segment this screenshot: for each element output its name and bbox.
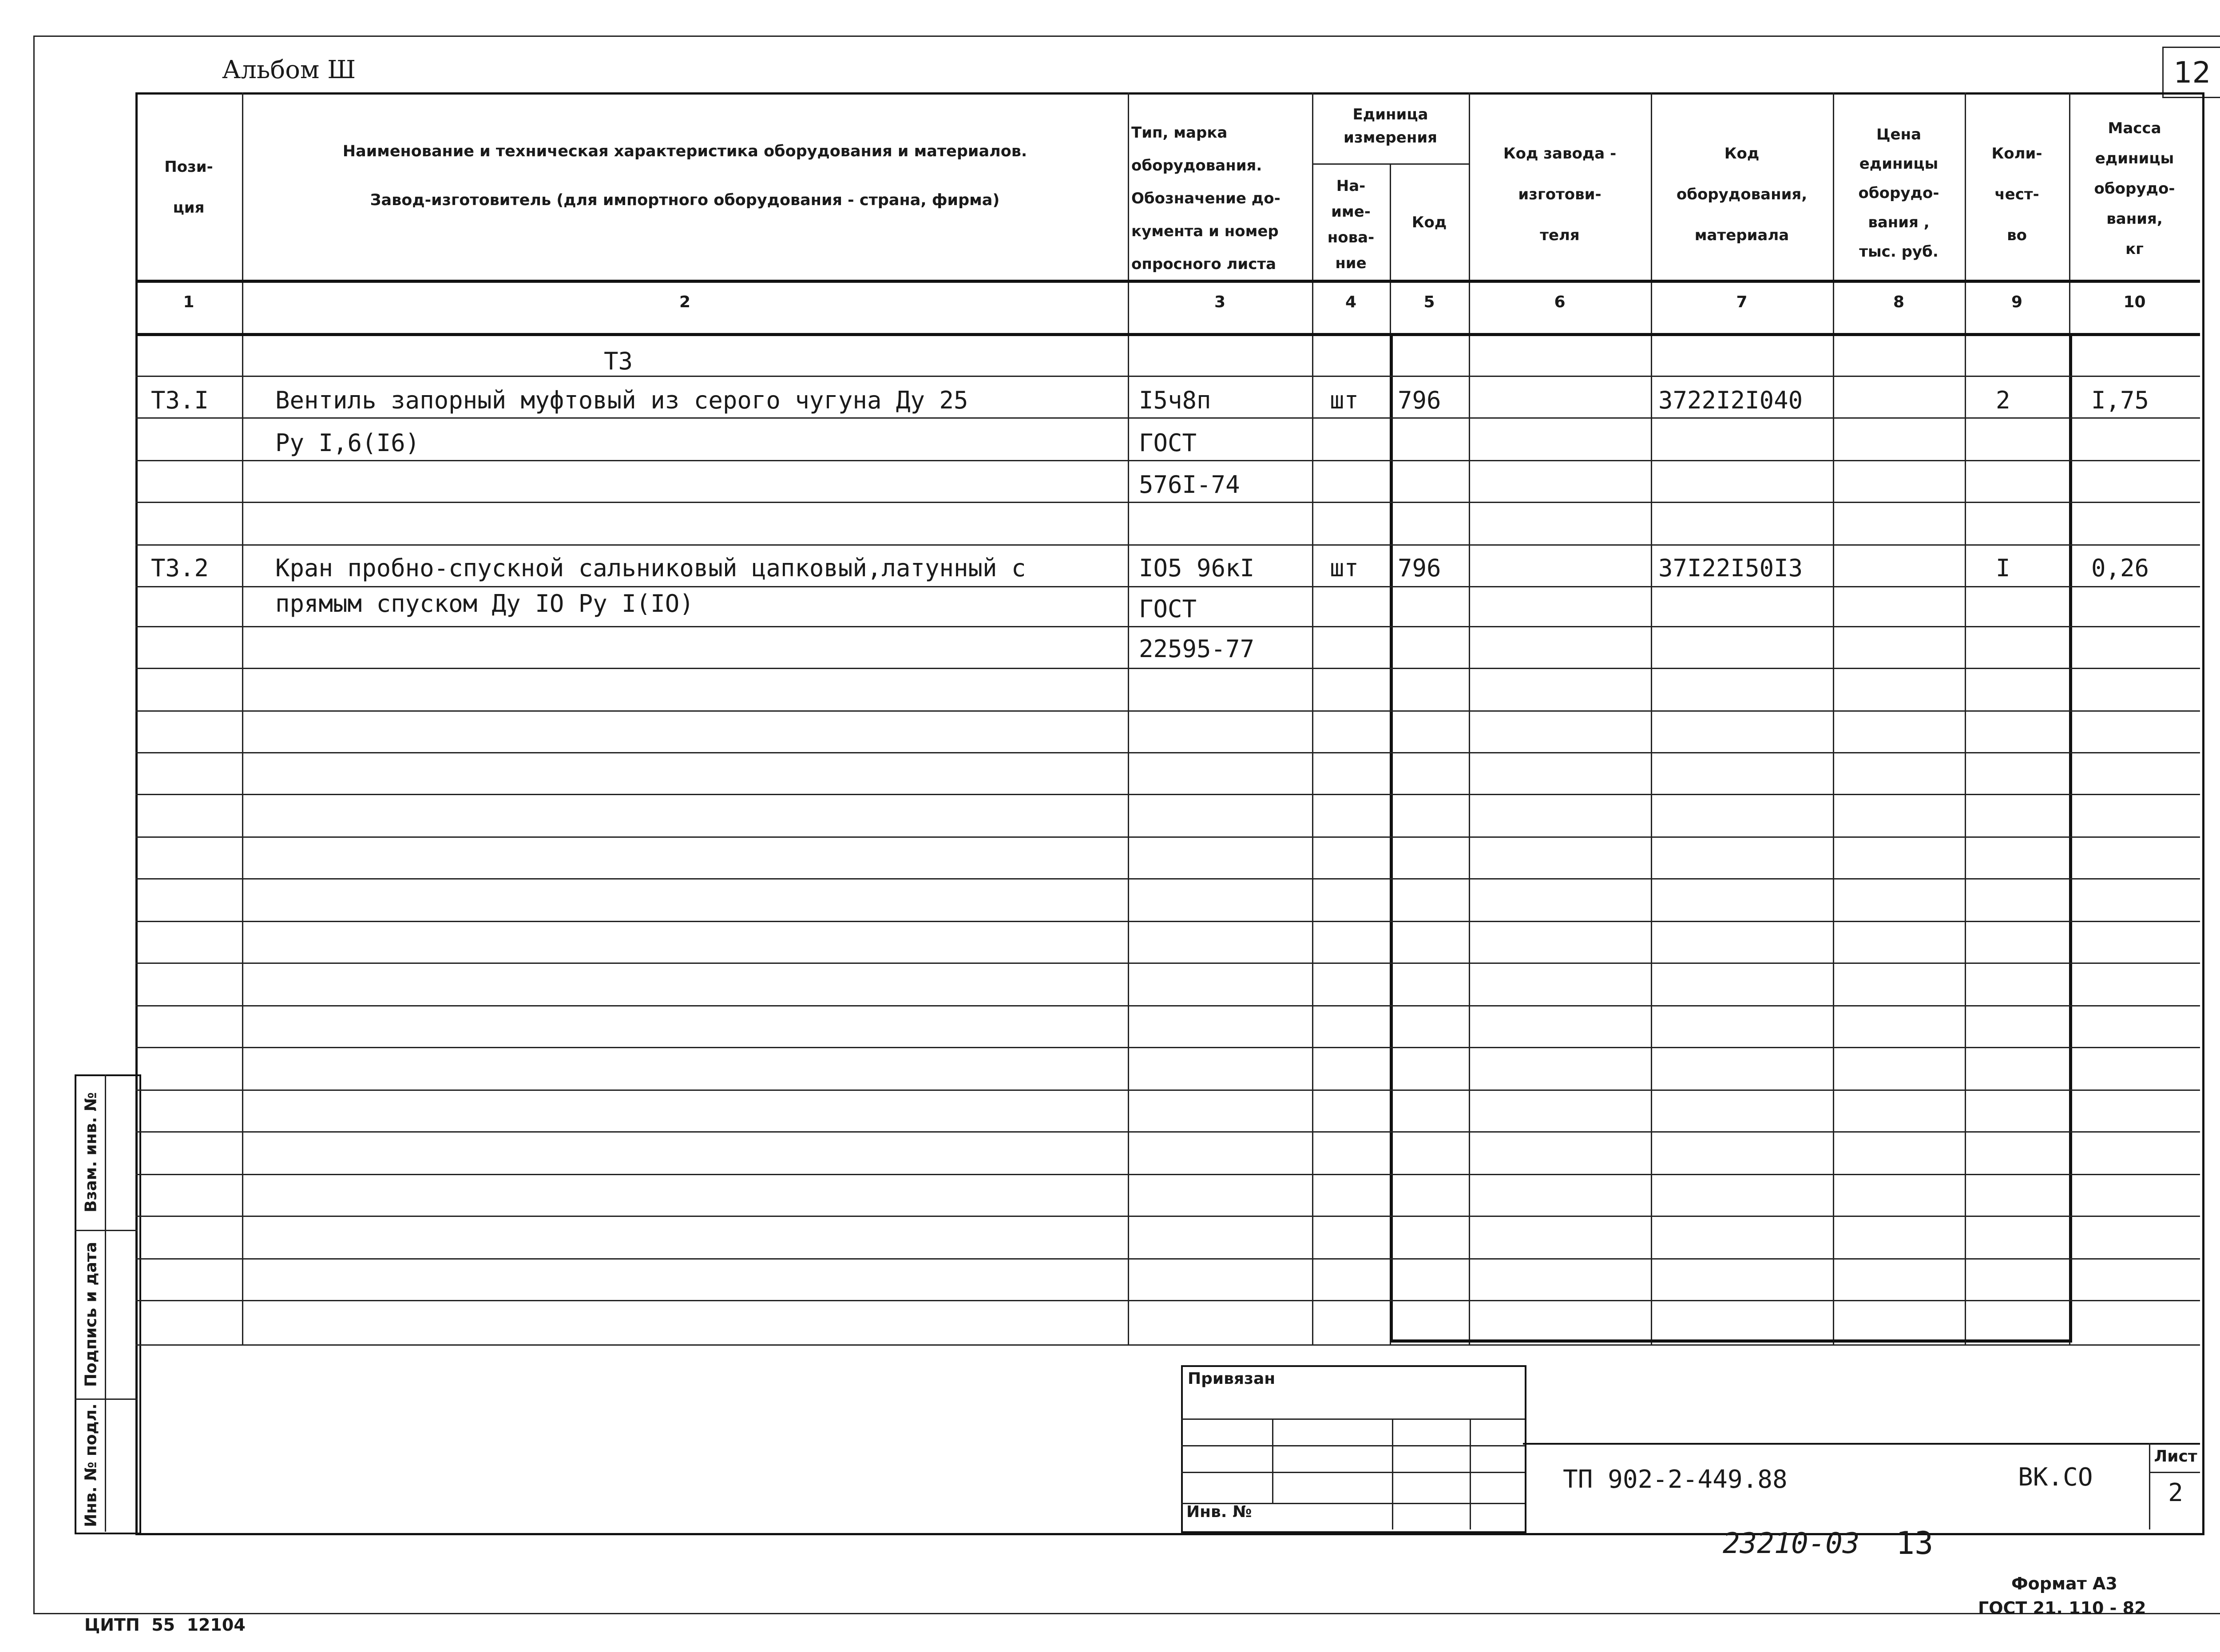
column-number-4: 4 — [1345, 293, 1357, 311]
side-stamp-vzam: Взам. инв. № — [82, 1092, 100, 1212]
album-title: Альбом Ш — [222, 55, 356, 84]
header-col1: Пози- ция — [164, 158, 213, 217]
header-unit-group: Единица измерения — [1344, 106, 1437, 147]
inv-no-label: Инв. № — [1186, 1503, 1252, 1521]
column-number-10: 10 — [2123, 293, 2146, 311]
item-2-type-line3: 22595-77 — [1139, 635, 1255, 663]
column-number-8: 8 — [1893, 293, 1905, 311]
column-number-2: 2 — [679, 293, 691, 311]
item-2-name-line2: прямым спуском Ду IО Ру I(IО) — [275, 590, 694, 618]
item-1-mass: I,75 — [2091, 386, 2149, 414]
header-col2-line2: Завод-изготовитель (для импортного оборудования - страна, фирма) — [370, 191, 1000, 209]
column-number-5: 5 — [1423, 293, 1435, 311]
item-1-type-line1: I5ч8п — [1139, 386, 1211, 414]
header-col2-line1: Наименование и техническая характеристика оборудования и материалов. — [342, 143, 1027, 160]
column-number-1: 1 — [183, 293, 194, 311]
section-title: Т3 — [604, 347, 633, 375]
header-col3: Тип, марка оборудования. Обозначение до- кумента и номер опросного листа — [1131, 124, 1280, 273]
column-number-7: 7 — [1736, 293, 1748, 311]
header-col6: Код завода - изготови- теля — [1503, 145, 1617, 244]
item-1-name-line1: Вентиль запорный муфтовый из серого чугуна Ду 25 — [275, 386, 968, 414]
item-2-unit: шт — [1330, 554, 1359, 582]
item-1-name-line2: Ру I,6(I6) — [275, 429, 420, 457]
doc-mark: ВК.СО — [2018, 1463, 2093, 1492]
privyazan-label: Привязан — [1188, 1370, 1276, 1388]
item-1-unit: шт — [1330, 386, 1359, 414]
header-col8: Цена единицы оборудо- вания , тыс. руб. — [1858, 126, 1939, 261]
side-stamp-podpis: Подпись и дата — [82, 1242, 100, 1387]
handwritten-page: 13 — [1896, 1525, 1934, 1561]
page-corner-number: 12 — [2173, 55, 2211, 90]
item-2-material-code: 37I22I50I3 — [1658, 554, 1803, 582]
item-1-unit-code: 796 — [1398, 386, 1441, 414]
sheet-label: Лист — [2154, 1447, 2197, 1466]
item-2-unit-code: 796 — [1398, 554, 1441, 582]
item-1-quantity: 2 — [1996, 386, 2010, 414]
column-number-9: 9 — [2011, 293, 2023, 311]
item-1-type-line2: ГОСТ — [1139, 429, 1197, 457]
item-2-type-line1: IО5 96кI — [1139, 554, 1255, 582]
item-1-type-line3: 576I-74 — [1139, 471, 1240, 499]
column-number-3: 3 — [1214, 293, 1226, 311]
item-1-material-code: 3722I2I040 — [1658, 386, 1803, 414]
handwritten-number: 23210-03 — [1723, 1527, 1860, 1560]
header-col7: Код оборудования, материала — [1676, 145, 1808, 244]
item-2-name-line1: Кран пробно-спускной сальниковый цапковый,латунный с — [275, 554, 1026, 582]
sheet-number: 2 — [2168, 1478, 2183, 1507]
header-col5: Код — [1411, 214, 1447, 231]
item-1-position: Т3.I — [151, 386, 209, 414]
bottom-left-code: ЦИТП 55 12104 — [84, 1615, 246, 1635]
item-2-position: Т3.2 — [151, 554, 209, 582]
format-label: Формат А3 — [2011, 1574, 2117, 1593]
item-2-type-line2: ГОСТ — [1139, 595, 1197, 623]
item-2-quantity: I — [1996, 554, 2010, 582]
column-number-6: 6 — [1554, 293, 1566, 311]
gost-label: ГОСТ 21. 110 - 82 — [1978, 1598, 2146, 1618]
header-col4: На- име- нова- ние — [1327, 177, 1375, 272]
header-col9: Коли- чест- во — [1991, 145, 2042, 244]
header-col10: Масса единицы оборудо- вания, кг — [2094, 119, 2175, 258]
item-2-mass: 0,26 — [2091, 554, 2149, 582]
doc-code: ТП 902-2-449.88 — [1563, 1465, 1788, 1494]
side-stamp-inv-podl: Инв. № подл. — [82, 1403, 100, 1527]
